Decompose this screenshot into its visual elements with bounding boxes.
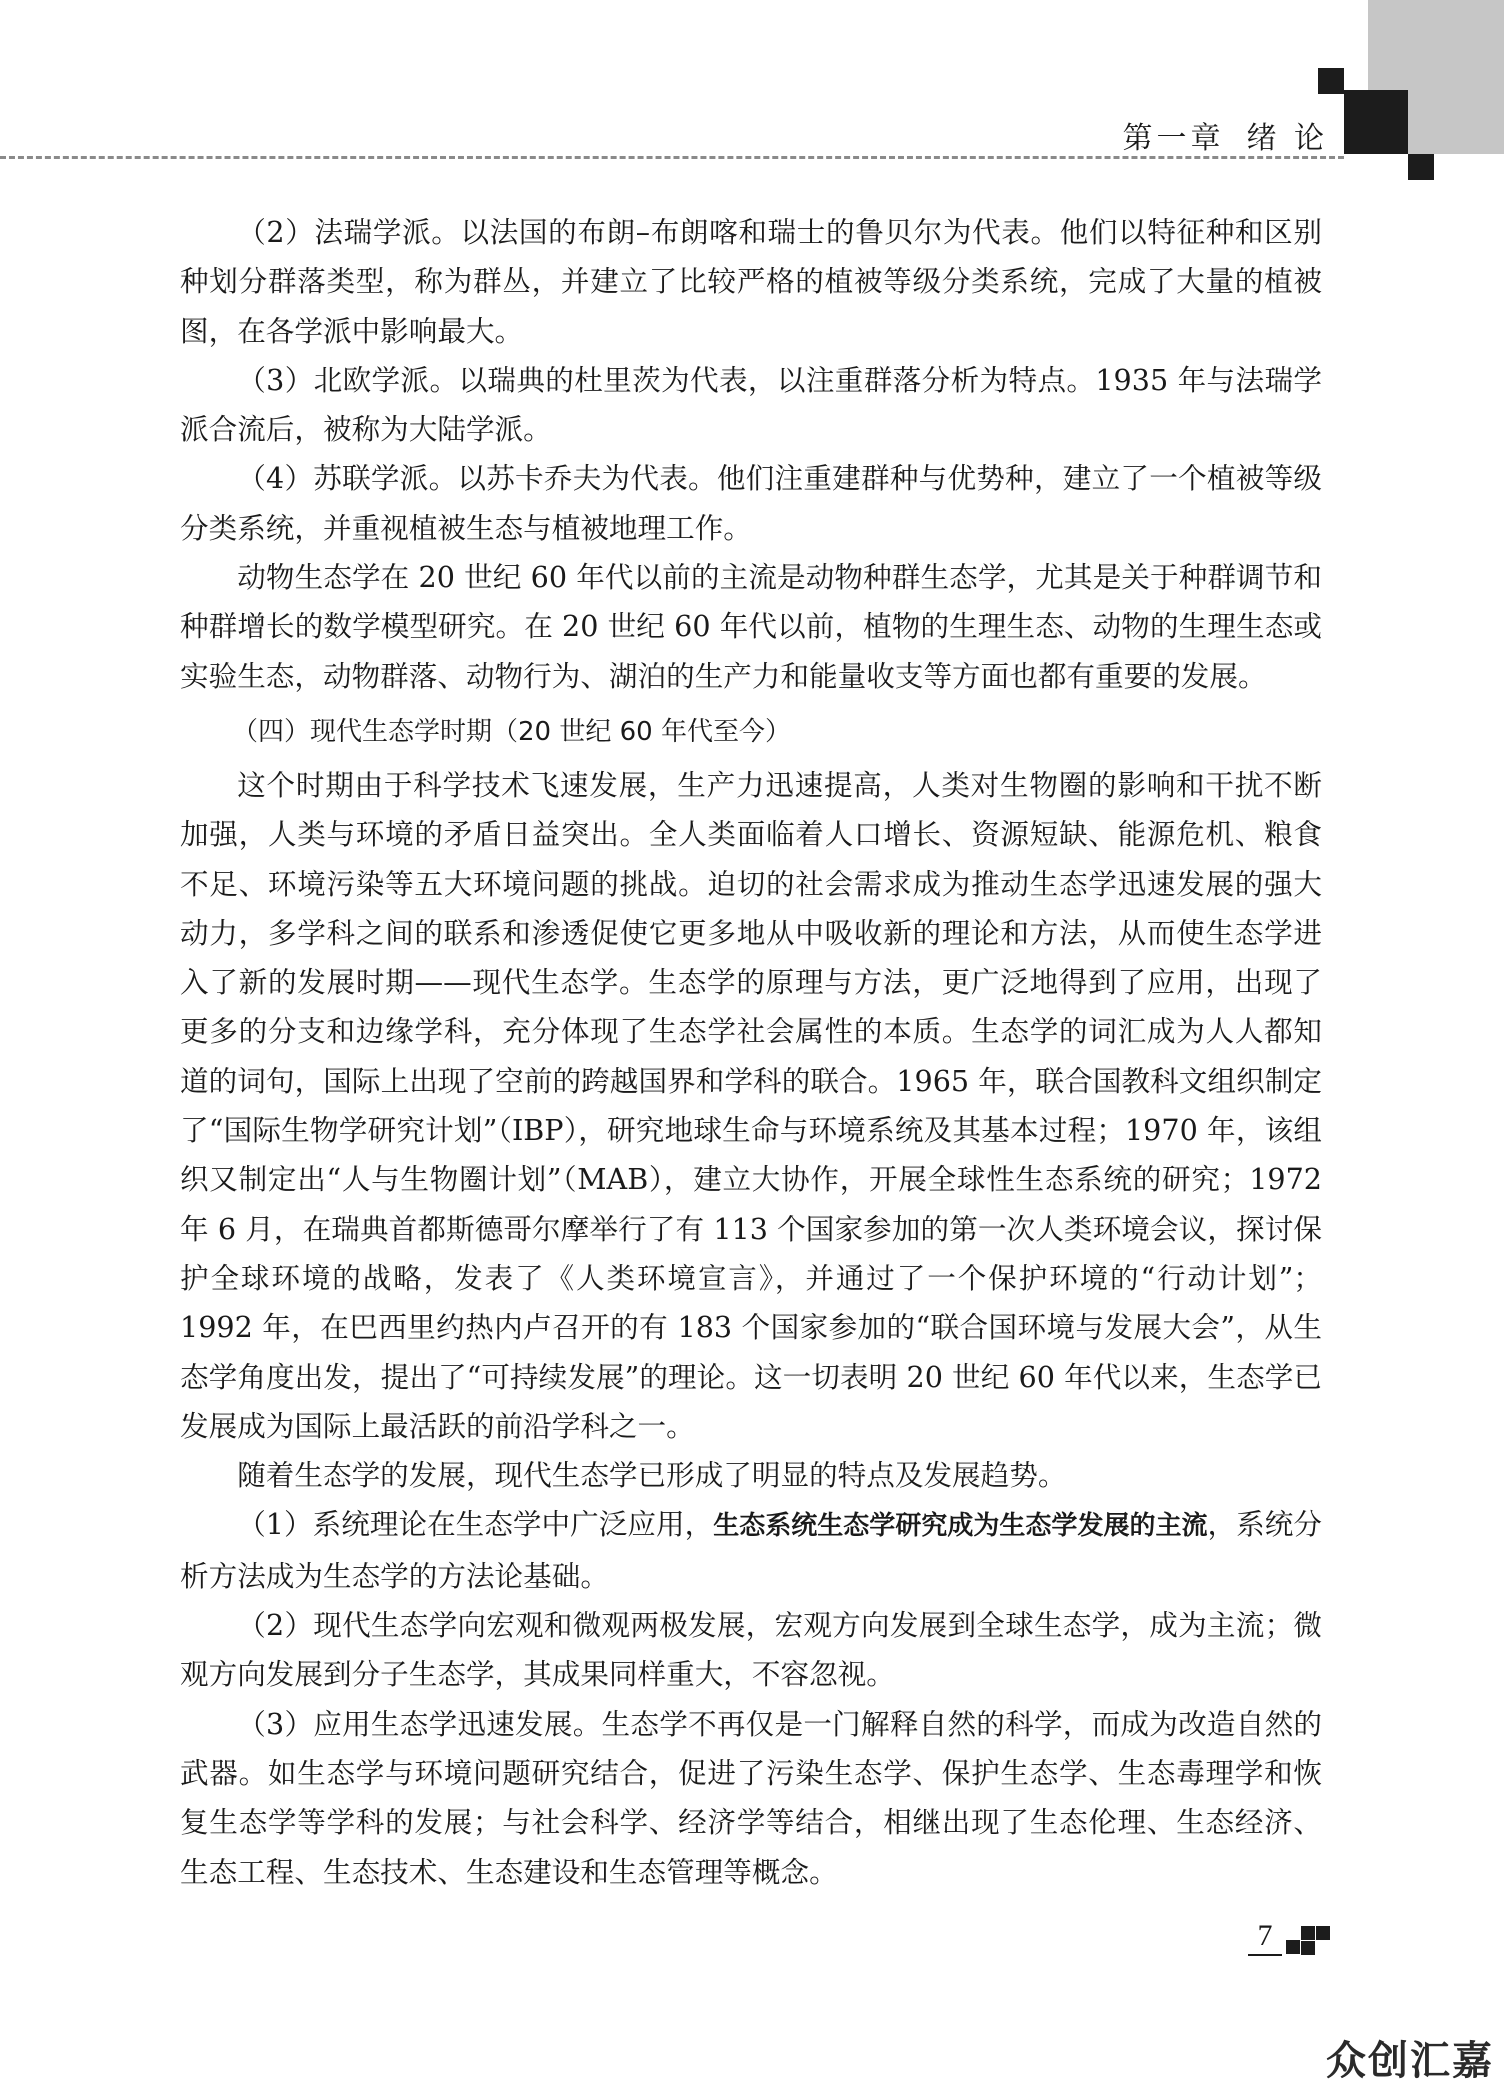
footer-square-decoration xyxy=(1286,1940,1300,1954)
paragraph: （2）现代生态学向宏观和微观两极发展，宏观方向发展到全球生态学，成为主流；微观方向发展到分子生态学，其成果同样重大，不容忽视。 xyxy=(180,1608,1322,1692)
point-1-emphasis: 生态系统生态学研究成为生态学发展的主流 xyxy=(713,1511,1208,1542)
header-square-decoration xyxy=(1408,154,1434,180)
page-body xyxy=(180,208,1322,1897)
page-number: 7 xyxy=(1248,1918,1282,1956)
chapter-number: 第一章 xyxy=(1122,121,1225,156)
watermark-logo: 众创汇嘉 xyxy=(1326,2038,1494,2084)
paragraph: （3）北欧学派。以瑞典的杜里茨为代表，以注重群落分析为特点。1935 年与法瑞学派合流后，被称为大陆学派。 xyxy=(180,362,1322,447)
paragraph: 动物生态学在 20 世纪 60 年代以前的主流是动物种群生态学，尤其是关于种群调节和种群增长的数学模型研究。在 20 世纪 60 年代以前，植物的生理生态、动物的生理生态或实验生态，动物群落、动物行为、湖泊的生产力和能量收支等方面也都有重要的发展。 xyxy=(180,560,1322,693)
paragraph-point-1 xyxy=(180,1500,1322,1601)
paragraph: （4）苏联学派。以苏卡乔夫为代表。他们注重建群种与优势种，建立了一个植被等级分类系统，并重视植被生态与植被地理工作。 xyxy=(180,461,1322,545)
running-header xyxy=(1122,113,1328,157)
paragraph: （3）应用生态学迅速发展。生态学不再仅是一门解释自然的科学，而成为改造自然的武器。如生态学与环境问题研究结合，促进了污染生态学、保护生态学、生态毒理学和恢复生态学等学科的发展；与社会科学、经济学等结合，相继出现了生态伦理、生态经济、生态工程、生态技术、生态建设和生态管理等概念。 xyxy=(180,1706,1322,1889)
point-1-prefix: （1）系统理论在生态学中广泛应用， xyxy=(237,1507,714,1542)
header-square-decoration xyxy=(1318,68,1344,94)
paragraph: 随着生态学的发展，现代生态学已形成了明显的特点及发展趋势。 xyxy=(237,1458,1067,1493)
footer-square-decoration xyxy=(1301,1941,1315,1955)
chapter-name: 绪 论 xyxy=(1246,121,1328,156)
footer-square-decoration xyxy=(1316,1926,1330,1940)
section-heading: （四）现代生态学时期（20 世纪 60 年代至今） xyxy=(232,716,791,747)
footer-square-decoration xyxy=(1301,1926,1315,1940)
point-1-suffix: ，系统分析方法成为生态学的方法论基础。 xyxy=(180,1507,1322,1593)
header-square-decoration xyxy=(1344,90,1408,154)
paragraph: 这个时期由于科学技术飞速发展，生产力迅速提高，人类对生物圈的影响和干扰不断加强，人类与环境的矛盾日益突出。全人类面临着人口增长、资源短缺、能源危机、粮食不足、环境污染等五大环境问题的挑战。迫切的社会需求成为推动生态学迅速发展的强大动力，多学科之间的联系和渗透促使它更多地从中吸收新的理论和方法，从而使生态学进入了新的发展时期——现代生态学。生态学的原理与方法，更广泛地得到了应用，出现了更多的分支和边缘学科，充分体现了生态学社会属性的本质。生态学的词汇成为人人都知道的词句，国际上出现了空前的跨越国界和学科的联合。1965 年，联合国教科文组织制定了“国际生物学研究计划”（IBP），研究地球生命与环境系统及其基本过程；1970 年，该组织又制定出“人与生物圈计划”（MAB），建立大协作，开展全球性生态系统的研究；1972 年 6 月，在瑞典首都斯德哥尔摩举行了有 113 个国家参加的第一次人类环境会议，探讨保护全球环境的战略，发表了《人类环境宣言》，并通过了一个保护环境的“行动计划”；1992 年，在巴西里约热内卢召开的有 183 个国家参加的“联合国环境与发展大会”，从生态学角度出发，提出了“可持续发展”的理论。这一切表明 20 世纪 60 年代以来，生态学已发展成为国际上最活跃的前沿学科之一。 xyxy=(180,767,1322,1443)
paragraph: （2）法瑞学派。以法国的布朗–布朗喀和瑞士的鲁贝尔为代表。他们以特征种和区别种划分群落类型，称为群丛，并建立了比较严格的植被等级分类系统，完成了大量的植被图，在各学派中影响最大。 xyxy=(180,215,1322,348)
